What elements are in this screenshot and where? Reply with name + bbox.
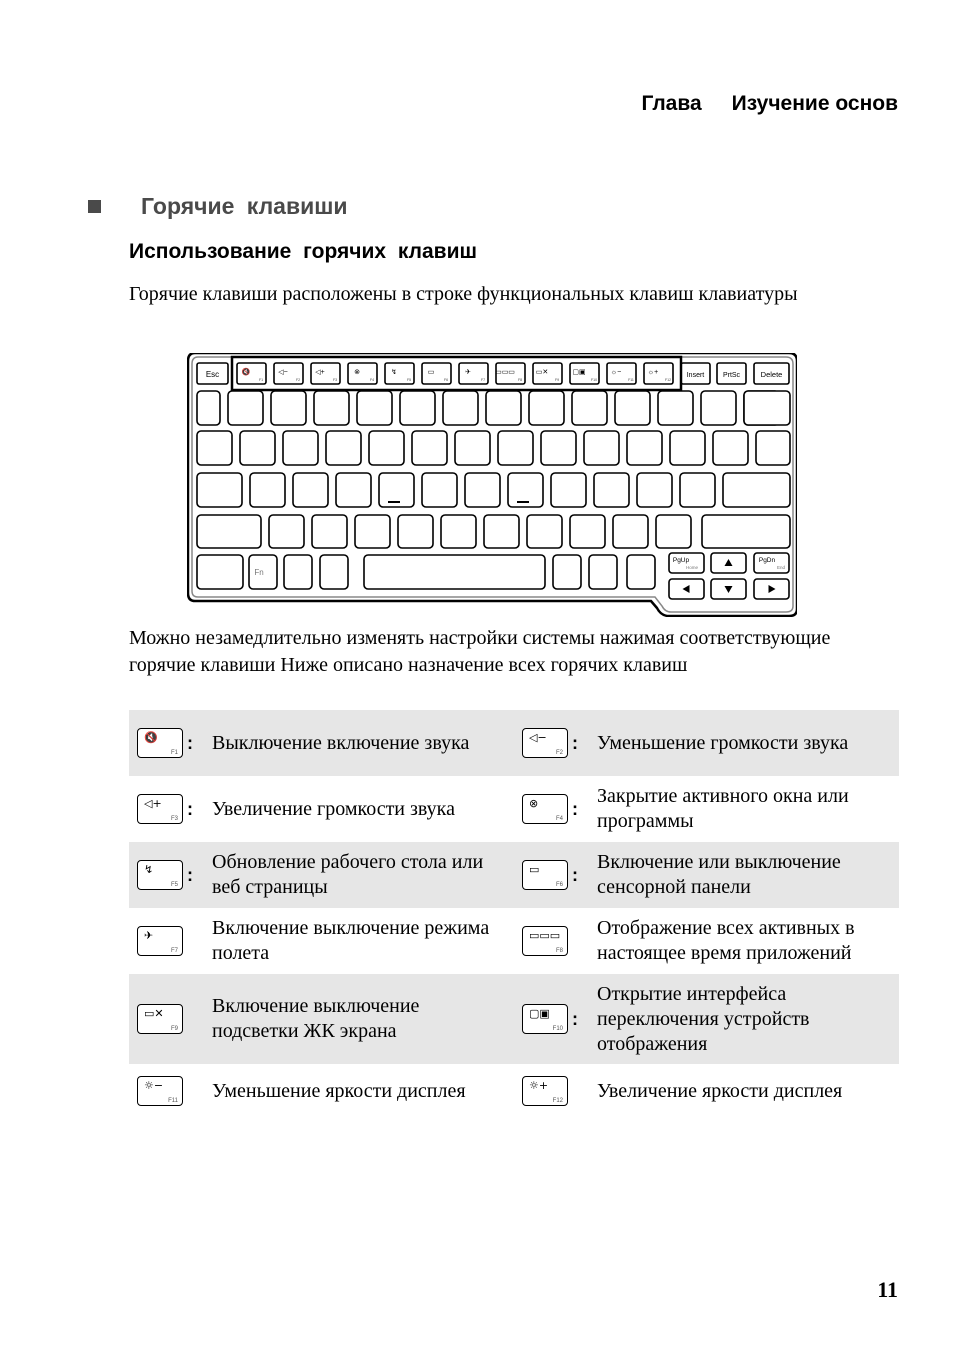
key-fn-label: F11: [168, 1098, 178, 1104]
key-fn-label: F12: [552, 1098, 563, 1104]
key-glyph: ◁+: [144, 797, 162, 810]
hotkey-key-wrap: [129, 926, 212, 956]
key: [594, 473, 629, 507]
key: [627, 431, 662, 465]
home-row-bump: [517, 501, 529, 503]
key-glyph: ▢▣: [529, 1007, 550, 1020]
function-key-icon: [137, 728, 183, 758]
key-glyph: ⊗: [529, 797, 539, 810]
key-fn-label: F5: [170, 882, 178, 888]
fkey-fn-label: F5: [406, 378, 412, 382]
fn-key-label: Fn: [254, 568, 264, 577]
home-row-bump: [388, 501, 400, 503]
key: [412, 431, 447, 465]
hotkey-key-wrap: [129, 728, 212, 758]
table-row: [129, 908, 899, 974]
function-key-icon: [137, 1076, 183, 1106]
key-glyph: ▭✕: [144, 1007, 164, 1020]
function-key-icon: [522, 860, 568, 890]
key: [228, 391, 263, 425]
fkey-fn-label: F12: [664, 378, 672, 382]
hotkey-description: Включение выключение подсветки ЖК экрана: [212, 995, 420, 1042]
key: [455, 431, 490, 465]
hotkey-item: [514, 710, 899, 776]
table-row: [129, 1064, 899, 1118]
hotkey-description: Закрытие активного окна или программы: [597, 785, 849, 832]
key: [197, 555, 243, 589]
fkey-fn-label: F10: [590, 378, 598, 382]
subsection-title: Использование горячих клавиш: [129, 240, 477, 263]
key-fn-label: F9: [170, 1026, 178, 1032]
delete-key-label: Delete: [760, 370, 783, 379]
hotkey-item: [129, 776, 514, 842]
fkey-fn-label: F4: [369, 378, 375, 382]
hotkey-description: Уменьшение яркости дисплея: [212, 1079, 466, 1102]
fkey-glyph-icon: ▢▣: [572, 369, 586, 376]
key: [283, 431, 318, 465]
key: [702, 515, 790, 548]
key: [756, 431, 790, 465]
key: [197, 473, 242, 507]
usage-paragraph: Можно незамедлительно изменять настройки системы нажимая соответствующие горячие клавиши Ниже описано назначение всех горячих клавиш: [129, 627, 831, 676]
page-header: [641, 92, 898, 116]
fkey-glyph-icon: ↯: [391, 369, 397, 376]
function-key-icon: [522, 728, 568, 758]
hotkey-colon: :: [572, 798, 578, 819]
key: [293, 473, 328, 507]
fkey-glyph-icon: ☼+: [647, 369, 659, 376]
key: [637, 473, 672, 507]
hotkey-key-wrap: [514, 860, 597, 890]
space-bar: [364, 555, 545, 589]
hotkey-item: [129, 974, 514, 1064]
key: [357, 391, 392, 425]
key-fn-label: F7: [170, 948, 178, 954]
fkey-glyph-icon: ◁−: [278, 369, 288, 376]
hotkey-description: Отображение всех активных в настоящее время приложений: [597, 917, 855, 964]
key: [744, 391, 790, 425]
key: [398, 515, 433, 548]
hotkey-key-wrap: [514, 794, 597, 824]
hotkey-colon: :: [572, 864, 578, 885]
fkey-fn-label: F6: [443, 378, 449, 382]
section-bullet-icon: [88, 200, 101, 213]
hotkey-item: [514, 1064, 899, 1118]
key-glyph: ↯: [144, 863, 154, 876]
hotkey-description: Обновление рабочего стола или веб страницы: [212, 851, 484, 898]
fkey-fn-label: F9: [554, 378, 560, 382]
key: [589, 555, 617, 589]
hotkey-item: [129, 710, 514, 776]
key: [584, 431, 619, 465]
fkey-glyph-icon: ◁+: [315, 369, 325, 376]
fkey-fn-label: F3: [332, 378, 338, 382]
key: [326, 431, 361, 465]
key: [441, 515, 476, 548]
fkey-glyph-icon: ▭: [427, 369, 435, 376]
hotkey-key-wrap: [129, 1004, 212, 1034]
key: [486, 391, 521, 425]
key: [484, 515, 519, 548]
hotkey-description: Выключение включение звука: [212, 731, 470, 754]
keyboard-illustration: [187, 353, 797, 617]
hotkey-colon: :: [187, 732, 193, 753]
key-glyph: ✈: [144, 929, 154, 942]
key: [527, 515, 562, 548]
hotkey-item: [514, 842, 899, 908]
hotkey-colon: :: [187, 864, 193, 885]
key: [656, 515, 691, 548]
hotkey-description: Увеличение яркости дисплея: [597, 1079, 843, 1102]
key-fn-label: F3: [170, 816, 178, 822]
fkey-glyph-icon: ☼−: [610, 369, 622, 376]
key-glyph: ▭: [529, 863, 540, 876]
key-fn-label: F6: [555, 882, 563, 888]
hotkey-colon: :: [187, 798, 193, 819]
esc-key-label: Esc: [205, 370, 220, 379]
key: [498, 431, 533, 465]
fkey-fn-label: F2: [295, 378, 301, 382]
key: [400, 391, 435, 425]
fkey-glyph-icon: ▭✕: [535, 369, 549, 376]
hotkey-key-wrap: [514, 728, 597, 758]
key: [541, 431, 576, 465]
key-glyph: ☼−: [144, 1079, 164, 1092]
function-key-icon: [137, 860, 183, 890]
key: [529, 391, 564, 425]
hotkey-item: [514, 908, 899, 974]
key-fn-label: F2: [555, 750, 563, 756]
key: [572, 391, 607, 425]
prtsc-key-label: PrtSc: [722, 372, 741, 379]
key: [284, 555, 312, 589]
hotkey-item: [129, 1064, 514, 1118]
chapter-title: Изучение основ: [731, 92, 898, 115]
fkey-fn-label: F8: [517, 378, 523, 382]
hotkey-item: [129, 908, 514, 974]
key: [369, 431, 404, 465]
fkey-glyph-icon: 🔇: [241, 369, 251, 376]
insert-key-label: Insert: [686, 372, 705, 379]
key-fn-label: F8: [555, 948, 563, 954]
key: [443, 391, 478, 425]
table-row: [129, 974, 899, 1064]
key-fn-label: F4: [555, 816, 563, 822]
hotkey-key-wrap: [129, 860, 212, 890]
key-glyph: 🔇: [144, 731, 158, 744]
hotkey-item: [129, 842, 514, 908]
fkey-fn-label: F7: [480, 378, 486, 382]
hotkey-colon: :: [572, 1008, 578, 1029]
hotkey-item: [514, 974, 899, 1064]
key: [197, 391, 220, 425]
table-row: [129, 776, 899, 842]
key: [314, 391, 349, 425]
key-glyph: ☼+: [529, 1079, 549, 1092]
key: [658, 391, 693, 425]
section-title: Горячие клавиши: [141, 193, 348, 219]
key: [670, 431, 705, 465]
hotkey-description: Уменьшение громкости звука: [597, 731, 849, 754]
home-key-label: Home: [685, 565, 699, 570]
intro-paragraph: Горячие клавиши расположены в строке функциональных клавиш клавиатуры: [129, 283, 798, 305]
function-key-icon: [522, 926, 568, 956]
key: [197, 431, 232, 465]
key: [570, 515, 605, 548]
hotkey-key-wrap: [514, 1004, 597, 1034]
hotkey-description: Увеличение громкости звука: [212, 797, 455, 820]
pgdn-key-label: PgDn: [758, 557, 776, 564]
function-key-icon: [522, 1004, 568, 1034]
key: [240, 431, 275, 465]
page-number: 11: [877, 1277, 898, 1302]
key: [250, 473, 285, 507]
hotkey-key-wrap: [514, 1076, 597, 1106]
key: [312, 515, 347, 548]
key: [197, 515, 261, 548]
key: [465, 473, 500, 507]
key: [320, 555, 348, 589]
key: [271, 391, 306, 425]
hotkey-description: Открытие интерфейса переключения устройств отображения: [597, 982, 810, 1055]
key: [701, 391, 736, 425]
function-key-icon: [522, 1076, 568, 1106]
pgup-key-label: PgUp: [672, 557, 690, 564]
function-key-icon: [137, 1004, 183, 1034]
hotkey-table: [129, 710, 899, 1118]
key: [723, 473, 790, 507]
hotkey-key-wrap: [514, 926, 597, 956]
key: [713, 431, 748, 465]
end-key-label: End: [776, 565, 786, 570]
chapter-label: Глава: [641, 92, 702, 115]
key-fn-label: F10: [552, 1026, 563, 1032]
fkey-glyph-icon: ⊗: [354, 369, 360, 376]
key: [553, 555, 581, 589]
function-key-icon: [137, 794, 183, 824]
key: [615, 391, 650, 425]
key: [613, 515, 648, 548]
table-row: [129, 842, 899, 908]
key-glyph: ▭▭▭: [529, 929, 561, 942]
hotkey-item: [514, 776, 899, 842]
key: [422, 473, 457, 507]
hotkey-colon: :: [572, 732, 578, 753]
key: [551, 473, 586, 507]
table-row: [129, 710, 899, 776]
key: [355, 515, 390, 548]
hotkey-key-wrap: [129, 794, 212, 824]
function-key-icon: [137, 926, 183, 956]
key: [627, 555, 655, 589]
fkey-fn-label: F11: [628, 378, 634, 382]
hotkey-key-wrap: [129, 1076, 212, 1106]
key: [269, 515, 304, 548]
key: [680, 473, 715, 507]
hotkey-description: Включение или выключение сенсорной панели: [597, 851, 841, 898]
key: [336, 473, 371, 507]
fkey-fn-label: F1: [258, 378, 264, 382]
hotkey-description: Включение выключение режима полета: [212, 917, 490, 964]
key-glyph: ◁−: [529, 731, 547, 744]
fkey-glyph-icon: ▭▭▭: [495, 369, 515, 376]
function-key-icon: [522, 794, 568, 824]
key-fn-label: F1: [170, 750, 178, 756]
fkey-glyph-icon: ✈: [465, 369, 471, 376]
